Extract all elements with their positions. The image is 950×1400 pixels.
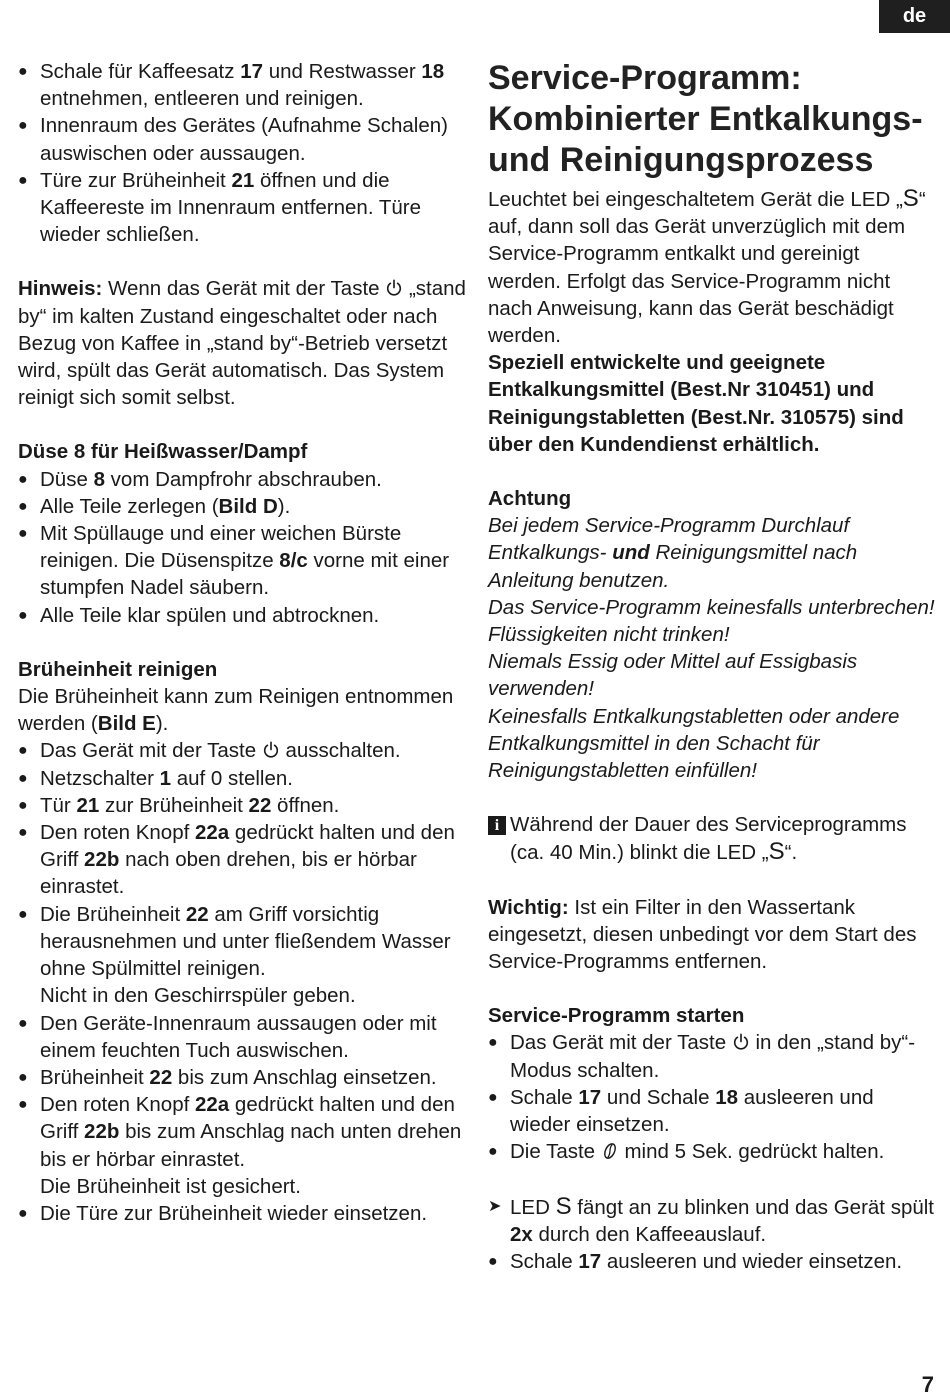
list-item: ● Schale für Kaffeesatz 17 und Restwasser 18 entnehmen, entleeren und reinigen.	[18, 60, 445, 111]
list-item: ● Tür 21 zur Brüheinheit 22 öffnen.	[18, 792, 466, 819]
bullet-icon: ●	[488, 1143, 498, 1161]
info-note: i Während der Dauer des Serviceprogramms (ca. 40 Min.) blinkt die LED „S“.	[488, 811, 936, 866]
bullet-icon: ●	[18, 769, 28, 787]
power-icon	[385, 279, 403, 297]
list-item: ● Den Geräte-Innenraum aussaugen oder mit einem feuchten Tuch auswischen.	[18, 1011, 437, 1062]
order-info-paragraph: Speziell entwickelte und geeignete Entkalkungsmittel (Best.Nr 310451) und Reinigungstabletten (Best.Nr. 310575) sind über den Kundendienst erhältlich.	[488, 351, 904, 456]
bullet-icon: ●	[18, 1014, 28, 1032]
bullet-icon: ●	[18, 606, 28, 624]
list-item: ● Das Gerät mit der Taste ausschalten.	[18, 737, 466, 764]
list-item: ● Die Brüheinheit 22 am Griff vorsichtig herausnehmen und unter fließendem Wasser ohne Spülmittel reinigen. Nicht in den Geschirrspüler geben.	[18, 902, 451, 1008]
bullet-icon: ●	[18, 63, 28, 80]
arrow-right-icon: ➤	[488, 1197, 502, 1215]
info-icon: i	[488, 816, 506, 835]
bullet-icon: ●	[18, 1068, 28, 1086]
list-item: ● Die Türe zur Brüheinheit wieder einsetzen.	[18, 1200, 466, 1227]
power-icon	[732, 1033, 750, 1051]
page-number: 7	[921, 1371, 934, 1397]
language-tab: de	[879, 0, 950, 33]
bullet-icon: ●	[488, 1088, 498, 1106]
list-item: ● Düse 8 vom Dampfrohr abschrauben.	[18, 466, 466, 493]
bullet-icon: ●	[18, 497, 28, 515]
bullet-icon: ●	[18, 824, 28, 842]
bullet-list-cleaning	[18, 58, 466, 248]
page-title: Service-Programm: Kombinierter Entkalkungs- und Reinigungsprozess	[488, 59, 923, 179]
bullet-icon: ●	[18, 1096, 28, 1114]
service-led-symbol: S	[768, 838, 785, 866]
intro-paragraph: Leuchtet bei eingeschaltetem Gerät die LED „S“ auf, dann soll das Gerät unverzüglich mit dem Service-Programm entkalkt und gereinigt werden. Erfolgt das Service-Programm nicht nach Anweisung, kann das Gerät beschädigt werden.	[488, 185, 926, 348]
bullet-list-start	[488, 1084, 936, 1138]
left-column	[18, 58, 466, 1227]
bullet-icon: ●	[18, 470, 28, 488]
achtung-line: Bei jedem Service-Programm Durchlauf Entkalkungs- und Reinigungsmittel nach Anleitung benutzen.	[488, 514, 858, 592]
bullet-list-brueheinheit	[18, 765, 466, 1227]
brueheinheit-intro: Die Brüheinheit kann zum Reinigen entnommen werden (Bild E).	[18, 685, 454, 736]
bullet-icon: ●	[18, 905, 28, 923]
achtung-heading: Achtung	[488, 487, 572, 511]
list-item: ● Den roten Knopf 22a gedrückt halten und den Griff 22b bis zum Anschlag nach unten drehen bis er hörbar einrastet. Die Brüheinheit ist gesichert.	[18, 1093, 462, 1198]
list-item: ➤ LED S fängt an zu blinken und das Gerät spült 2x durch den Kaffeeauslauf.	[488, 1192, 934, 1246]
right-column	[488, 58, 936, 1275]
list-item: ● Die Taste mind 5 Sek. gedrückt halten.	[488, 1138, 936, 1165]
bullet-icon: ●	[488, 1034, 498, 1052]
list-item: ● Alle Teile zerlegen (Bild D).	[18, 493, 466, 520]
bullet-icon: ●	[18, 796, 28, 814]
bullet-icon: ●	[18, 742, 28, 760]
list-item: ● Türe zur Brüheinheit 21 öffnen und die Kaffeereste im Innenraum entfernen. Türe wieder schließen.	[18, 168, 421, 247]
achtung-line: Niemals Essig oder Mittel auf Essigbasis verwenden!	[488, 650, 858, 701]
bullet-icon: ●	[18, 117, 28, 135]
list-item: ● Schale 17 und Schale 18 ausleeren und wieder einsetzen.	[488, 1085, 874, 1137]
list-item: ● Den roten Knopf 22a gedrückt halten und den Griff 22b nach oben drehen, bis er hörbar einrastet.	[18, 821, 455, 899]
power-icon	[262, 741, 280, 759]
start-heading: Service-Programm starten	[488, 1004, 745, 1028]
list-item: ● Netzschalter 1 auf 0 stellen.	[18, 765, 466, 792]
bullet-icon: ●	[18, 171, 28, 189]
brueheinheit-heading: Brüheinheit reinigen	[18, 657, 218, 681]
list-item: ● Innenraum des Gerätes (Aufnahme Schalen) auswischen oder aussaugen.	[18, 114, 448, 165]
bullet-icon: ●	[18, 525, 28, 543]
list-item: ● Das Gerät mit der Taste in den „stand by“-Modus schalten.	[488, 1031, 916, 1082]
bean-icon	[601, 1142, 619, 1160]
list-item: ● Alle Teile klar spülen und abtrocknen.	[18, 602, 466, 629]
achtung-line: Keinesfalls Entkalkungstabletten oder andere Entkalkungsmittel in den Schacht für Reinigungstabletten einfüllen!	[488, 704, 900, 783]
hinweis-paragraph: Hinweis: Wenn das Gerät mit der Taste „stand by“ im kalten Zustand eingeschaltet oder nach Bezug von Kaffee in „stand by“-Betrieb versetzt wird, spült das Gerät automatisch. Das System reinigt sich somit selbst.	[18, 277, 466, 410]
bullet-icon: ●	[18, 1204, 28, 1222]
list-item: ● Mit Spüllauge und einer weichen Bürste reinigen. Die Düsenspitze 8/c vorne mit einer stumpfen Nadel säubern.	[18, 522, 450, 600]
duese-heading: Düse 8 für Heißwasser/Dampf	[18, 440, 308, 464]
service-led-symbol: S	[555, 1192, 572, 1220]
bullet-list-final	[488, 1248, 936, 1275]
achtung-line: Flüssigkeiten nicht trinken!	[488, 623, 730, 647]
list-item: ● Schale 17 ausleeren und wieder einsetzen.	[488, 1248, 936, 1275]
service-led-symbol: S	[902, 185, 919, 212]
achtung-line: Das Service-Programm keinesfalls unterbrechen!	[488, 595, 935, 619]
bullet-icon: ●	[488, 1252, 498, 1270]
bullet-list-duese	[18, 466, 466, 629]
wichtig-paragraph: Wichtig: Ist ein Filter in den Wassertank eingesetzt, diesen unbedingt vor dem Start des Service-Programms entfernen.	[488, 895, 917, 974]
list-item: ● Brüheinheit 22 bis zum Anschlag einsetzen.	[18, 1064, 466, 1091]
